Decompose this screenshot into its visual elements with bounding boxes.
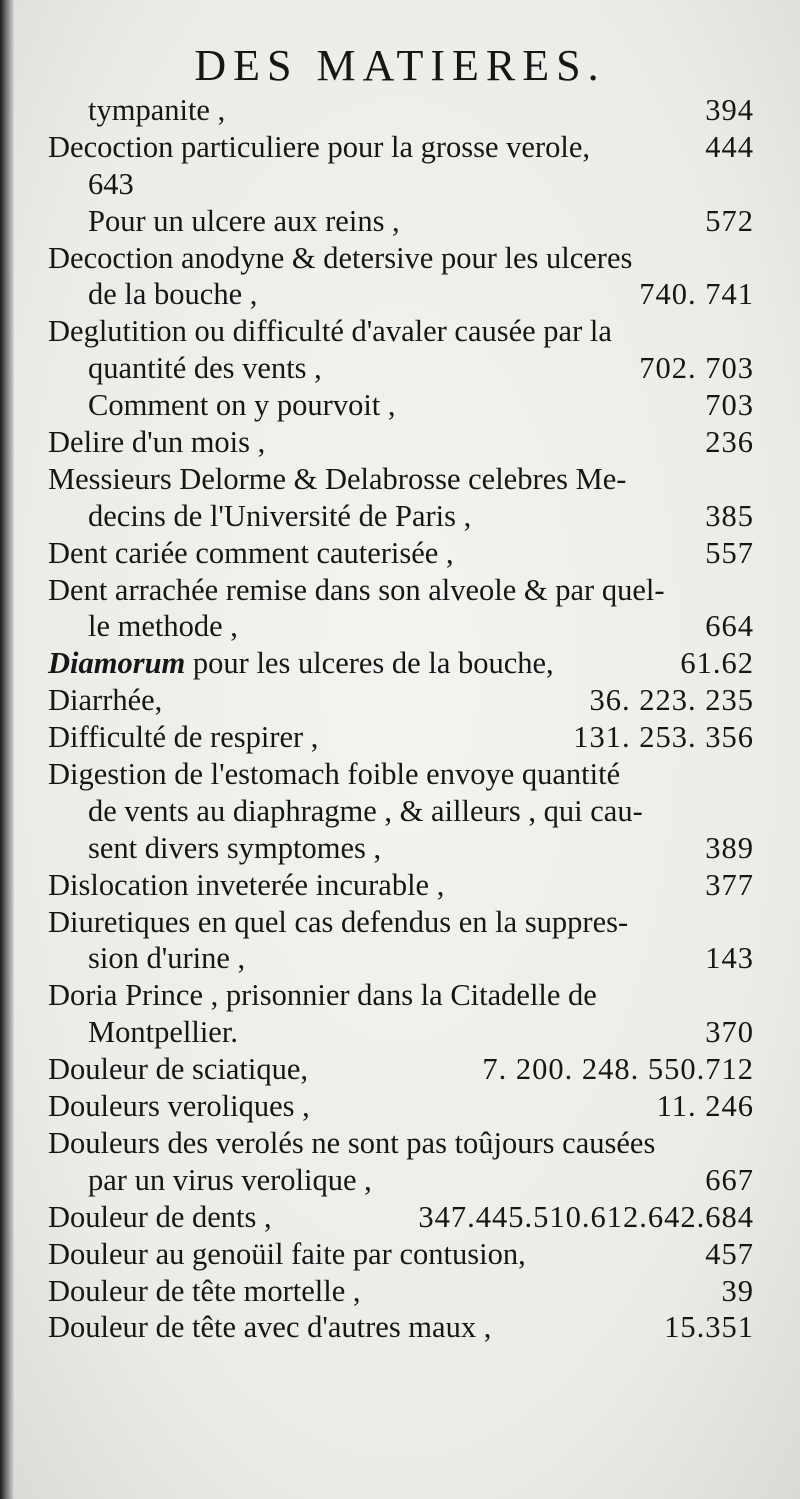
page-numbers: 394: [705, 93, 754, 127]
index-line: [0, 203, 800, 240]
page-numbers: 15.351: [664, 1310, 754, 1345]
page-numbers: 370: [705, 1015, 754, 1050]
page-numbers: 236: [705, 425, 754, 460]
page-numbers: 703: [705, 388, 754, 423]
entry-text: [48, 645, 554, 682]
page-numbers: 457: [705, 1236, 754, 1271]
entry-text: Dislocation inveterée incurable ,: [48, 867, 445, 902]
entry-italic-term: Diamorum: [48, 646, 186, 681]
page-heading: DES MATIERES.: [194, 41, 606, 90]
page-numbers: 131. 253. 356: [573, 720, 754, 755]
entry-text: Pour un ulcere aux reins ,: [88, 203, 400, 238]
entry-text: Diarrhée,: [48, 683, 163, 718]
entry-text: Messieurs Delorme & Delabrosse celebres Me-: [48, 461, 627, 496]
entry-text: Douleurs veroliques ,: [48, 1089, 310, 1124]
entry-text: Douleurs des verolés ne sont pas toûjours causées: [48, 1125, 656, 1160]
index-line: [0, 867, 800, 904]
page-numbers: 36. 223. 235: [589, 683, 754, 718]
index-line: [0, 977, 800, 1014]
index-line: [0, 535, 800, 572]
index-line: [0, 1309, 800, 1346]
page-numbers: 11. 246: [656, 1089, 754, 1124]
index-line: [0, 1199, 800, 1236]
index-line: [0, 793, 800, 830]
page-numbers: 702. 703: [639, 351, 754, 386]
entry-text: Douleur de sciatique,: [48, 1052, 309, 1087]
index-line: [0, 756, 800, 793]
page-numbers: 61.62: [680, 646, 754, 681]
entry-text: Douleur de tête mortelle ,: [48, 1273, 361, 1308]
page-numbers: 385: [705, 498, 754, 533]
page-numbers: 664: [705, 609, 754, 644]
entry-text: Doria Prince , prisonnier dans la Citadelle de: [48, 978, 597, 1013]
entry-text: 643: [88, 166, 134, 201]
index-line: [0, 1162, 800, 1199]
index-line: [0, 498, 800, 535]
page-numbers: 7. 200. 248. 550.712: [482, 1052, 754, 1087]
entry-text: Difficulté de respirer ,: [48, 720, 319, 755]
entry-text-rest: pour les ulceres de la bouche,: [185, 646, 554, 681]
page-numbers: 740. 741: [639, 277, 754, 312]
index-line: [0, 608, 800, 645]
entry-text: Deglutition ou difficulté d'avaler causée par la: [48, 314, 612, 349]
entry-text: Comment on y pourvoit ,: [88, 388, 396, 423]
index-line: [0, 1125, 800, 1162]
page-numbers: 143: [705, 941, 754, 976]
index-line: [0, 387, 800, 424]
entry-text: Decoction particuliere pour la grosse verole,: [48, 129, 591, 164]
page-numbers: 557: [705, 535, 754, 570]
entry-text: Montpellier.: [88, 1015, 238, 1050]
entry-text: Dent cariée comment cauterisée ,: [48, 535, 454, 570]
index-line: [0, 350, 800, 387]
entry-text: sion d'urine ,: [88, 941, 246, 976]
index-line: [0, 1014, 800, 1051]
entry-text: le methode ,: [88, 609, 238, 644]
entry-text: Douleur de dents ,: [48, 1199, 272, 1234]
index-line: [0, 682, 800, 719]
index-line: [0, 1273, 800, 1310]
index-line: [0, 313, 800, 350]
index-line: [0, 92, 800, 129]
entry-text: Digestion de l'estomach foible envoye quantité: [48, 757, 621, 792]
entry-text: Douleur au genoüil faite par contusion,: [48, 1236, 526, 1271]
entry-text: Delire d'un mois ,: [48, 425, 266, 460]
page-numbers: 347.445.510.612.642.684: [418, 1199, 754, 1234]
index-entries: [0, 92, 800, 1346]
index-line: [0, 166, 800, 203]
page-numbers: 389: [705, 830, 754, 865]
index-line: [0, 572, 800, 609]
entry-text: tympanite ,: [88, 93, 226, 127]
entry-text: par un virus verolique ,: [88, 1162, 372, 1197]
page-numbers: 667: [705, 1162, 754, 1197]
entry-text: Dent arrachée remise dans son alveole & par quel-: [48, 572, 665, 607]
index-line: [0, 1236, 800, 1273]
index-line: [0, 940, 800, 977]
entry-text: sent divers symptomes ,: [88, 830, 382, 865]
page-numbers: 377: [705, 867, 754, 902]
index-line: [0, 830, 800, 867]
page-numbers: 39: [721, 1273, 754, 1308]
index-line: [0, 645, 800, 682]
entry-text: de vents au diaphragme , & ailleurs , qui cau-: [88, 793, 643, 828]
entry-text: de la bouche ,: [88, 277, 258, 312]
page-numbers: 444: [705, 129, 754, 164]
entry-text: Douleur de tête avec d'autres maux ,: [48, 1310, 492, 1345]
index-line: [0, 1088, 800, 1125]
entry-text: Diuretiques en quel cas defendus en la suppres-: [48, 904, 629, 939]
entry-text: Decoction anodyne & detersive pour les ulceres: [48, 240, 633, 275]
index-line: [0, 719, 800, 756]
entry-text: decins de l'Université de Paris ,: [88, 498, 472, 533]
index-line: [0, 1051, 800, 1088]
index-line: [0, 276, 800, 313]
index-line: [0, 424, 800, 461]
page-numbers: 572: [705, 203, 754, 238]
index-line: [0, 904, 800, 941]
index-line: [0, 461, 800, 498]
entry-text: quantité des vents ,: [88, 351, 322, 386]
index-line: [0, 129, 800, 166]
index-line: [0, 240, 800, 277]
